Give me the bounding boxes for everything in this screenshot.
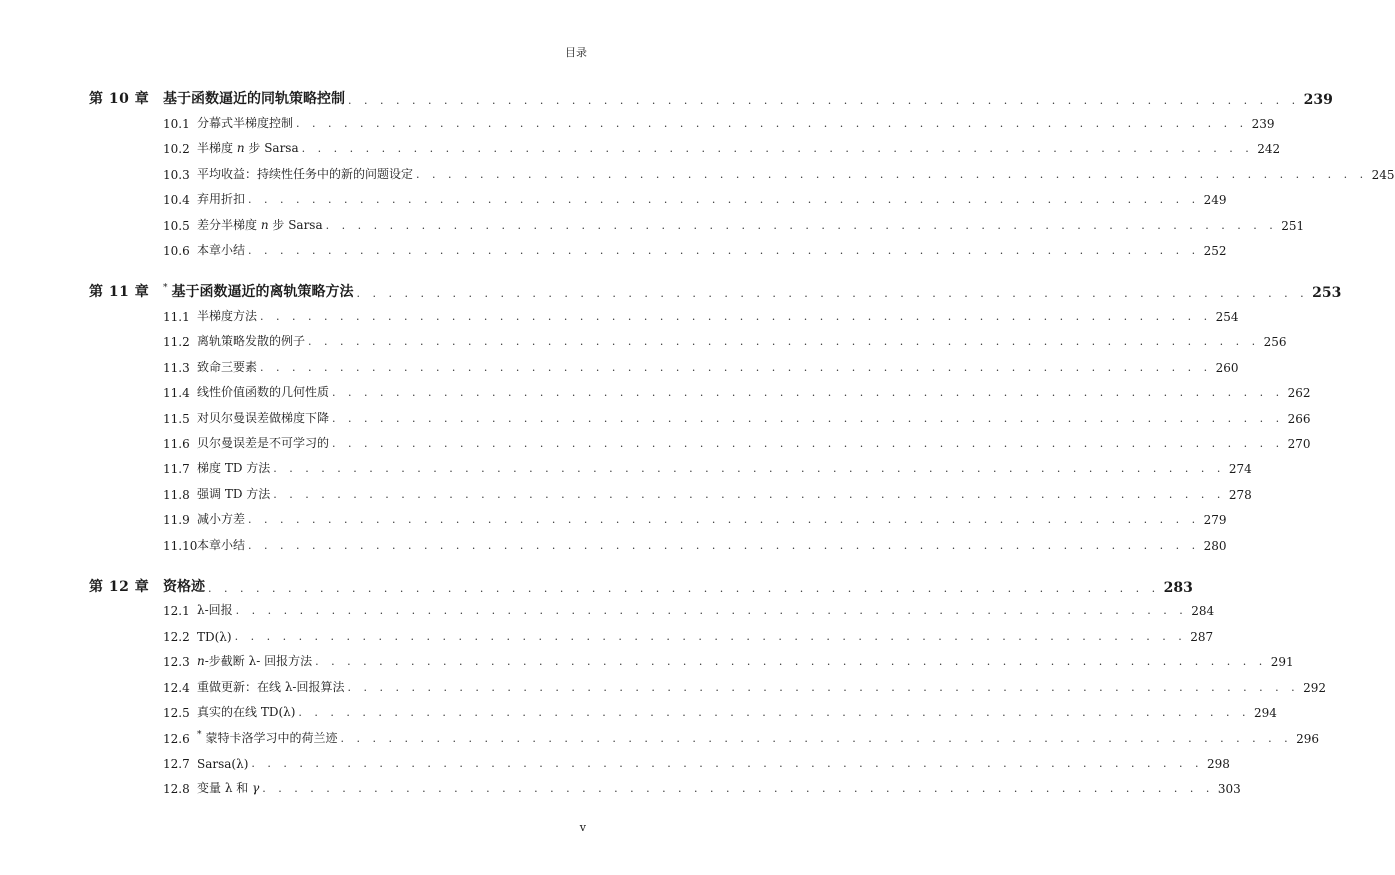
- section-number: 10.5: [163, 219, 190, 233]
- dot-leader: . . . . . . . . . . . . . . . . . . . . . . . . . . . . . . . . . . . . . . . . . . . . . . . . . . . . . . . . . . . .: [296, 117, 1248, 130]
- section-title: 线性价值函数的几何性质: [197, 385, 330, 399]
- section-number: 12.1: [163, 604, 190, 618]
- section-page: 252: [1203, 244, 1227, 258]
- section-title: 分幕式半梯度控制: [197, 116, 294, 130]
- section-title: 本章小结: [197, 243, 246, 257]
- dot-leader: . . . . . . . . . . . . . . . . . . . . . . . . . . . . . . . . . . . . . . . . . . . . . . . . . . . . . . . . . . . .: [248, 244, 1200, 257]
- section-page: 280: [1203, 539, 1227, 553]
- toc-section[interactable]: [163, 164, 1395, 182]
- dot-leader: . . . . . . . . . . . . . . . . . . . . . . . . . . . . . . . . . . . . . . . . . . . . . . . . . . . . . . . . . . . .: [348, 94, 1300, 107]
- chapter-page: 239: [1303, 92, 1333, 108]
- section-page: 303: [1217, 782, 1241, 796]
- chapter-number: 第 12 章: [89, 579, 150, 595]
- section-page: 279: [1203, 513, 1227, 527]
- toc-section[interactable]: [163, 458, 1252, 476]
- chapter-page: 283: [1163, 580, 1193, 596]
- toc-section[interactable]: [163, 331, 1287, 349]
- toc-section[interactable]: [163, 702, 1277, 720]
- toc-section[interactable]: [163, 778, 1241, 796]
- section-page: 294: [1254, 706, 1277, 720]
- dot-leader: . . . . . . . . . . . . . . . . . . . . . . . . . . . . . . . . . . . . . . . . . . . . . . . . . . . . . . . . . . . .: [248, 193, 1200, 206]
- section-title: 梯度 TD 方法: [197, 461, 271, 475]
- section-title: 半梯度方法: [197, 309, 258, 323]
- dot-leader: . . . . . . . . . . . . . . . . . . . . . . . . . . . . . . . . . . . . . . . . . . . . . . . . . . . . . . . . . . . .: [234, 630, 1187, 643]
- dot-leader: . . . . . . . . . . . . . . . . . . . . . . . . . . . . . . . . . . . . . . . . . . . . . . . . . . . . . . . . . . . .: [248, 539, 1200, 552]
- dot-leader: . . . . . . . . . . . . . . . . . . . . . . . . . . . . . . . . . . . . . . . . . . . . . . . . . . . . . . . . . . . .: [347, 681, 1300, 694]
- section-title: 重做更新：在线 λ-回报算法: [197, 680, 345, 694]
- section-number: 11.1: [163, 310, 190, 324]
- optional-star: *: [197, 730, 202, 740]
- section-title: 半梯度 n 步 Sarsa: [197, 141, 299, 155]
- dot-leader: . . . . . . . . . . . . . . . . . . . . . . . . . . . . . . . . . . . . . . . . . . . . . . . . . . . . . . . . . . . .: [298, 706, 1251, 719]
- dot-leader: . . . . . . . . . . . . . . . . . . . . . . . . . . . . . . . . . . . . . . . . . . . . . . . . . . . . . . . . . . . .: [262, 782, 1214, 795]
- section-page: 292: [1303, 681, 1326, 695]
- dot-leader: . . . . . . . . . . . . . . . . . . . . . . . . . . . . . . . . . . . . . . . . . . . . . . . . . . . . . . . . . . . .: [416, 168, 1368, 181]
- toc-chapter-11[interactable]: [89, 279, 1342, 301]
- section-number: 10.6: [163, 244, 190, 258]
- section-number: 11.5: [163, 412, 190, 426]
- toc-section[interactable]: [163, 138, 1281, 156]
- toc-section[interactable]: [163, 509, 1227, 527]
- section-title: 差分半梯度 n 步 Sarsa: [197, 218, 323, 232]
- dot-leader: . . . . . . . . . . . . . . . . . . . . . . . . . . . . . . . . . . . . . . . . . . . . . . . . . . . . . . . . . . . .: [325, 219, 1278, 232]
- section-title: 对贝尔曼误差做梯度下降: [197, 411, 330, 425]
- section-title: TD(λ): [197, 630, 232, 644]
- section-page: 274: [1228, 462, 1252, 476]
- section-title: 变量 λ 和 γ: [197, 781, 260, 795]
- dot-leader: . . . . . . . . . . . . . . . . . . . . . . . . . . . . . . . . . . . . . . . . . . . . . . . . . . . . . . . . . . . .: [308, 335, 1260, 348]
- section-number: 10.2: [163, 142, 190, 156]
- section-number: 11.8: [163, 488, 190, 502]
- section-title: Sarsa(λ): [197, 757, 249, 771]
- dot-leader: . . . . . . . . . . . . . . . . . . . . . . . . . . . . . . . . . . . . . . . . . . . . . . . . . . . . . . . . . . . .: [273, 488, 1225, 501]
- section-number: 11.4: [163, 386, 190, 400]
- toc-section[interactable]: [163, 382, 1311, 400]
- section-number: 11.10: [163, 539, 198, 553]
- section-page: 278: [1228, 488, 1252, 502]
- running-header: 目录: [565, 46, 587, 59]
- chapter-number: 第 11 章: [89, 284, 150, 300]
- dot-leader: . . . . . . . . . . . . . . . . . . . . . . . . . . . . . . . . . . . . . . . . . . . . . . . . . . . . . . . . . . . .: [301, 142, 1254, 155]
- section-number: 11.6: [163, 437, 190, 451]
- section-page: 291: [1270, 655, 1294, 669]
- toc-section[interactable]: [163, 535, 1227, 553]
- toc-section[interactable]: [163, 433, 1311, 451]
- toc-section[interactable]: [163, 677, 1326, 695]
- section-title: 弃用折扣: [197, 192, 246, 206]
- section-title: 强调 TD 方法: [197, 487, 271, 501]
- section-number: 12.5: [163, 706, 190, 720]
- toc-section[interactable]: [163, 408, 1311, 426]
- section-page: 284: [1191, 604, 1215, 618]
- section-number: 10.1: [163, 117, 190, 131]
- section-page: 249: [1203, 193, 1227, 207]
- section-page: 266: [1287, 412, 1311, 426]
- section-page: 254: [1215, 310, 1239, 324]
- section-title: 本章小结: [197, 538, 246, 552]
- section-page: 245: [1371, 168, 1395, 182]
- section-page: 270: [1287, 437, 1311, 451]
- section-title: λ-回报: [197, 603, 233, 617]
- chapter-page: 253: [1312, 285, 1342, 301]
- page-number-footer: v: [579, 821, 586, 834]
- toc-section[interactable]: [163, 189, 1227, 207]
- section-number: 12.8: [163, 782, 190, 796]
- dot-leader: . . . . . . . . . . . . . . . . . . . . . . . . . . . . . . . . . . . . . . . . . . . . . . . . . . . . . . . . . . . .: [248, 513, 1200, 526]
- dot-leader: . . . . . . . . . . . . . . . . . . . . . . . . . . . . . . . . . . . . . . . . . . . . . . . . . . . . . . . . . . . .: [235, 604, 1188, 617]
- section-number: 12.6: [163, 732, 190, 746]
- section-title: 致命三要素: [197, 360, 258, 374]
- section-number: 11.7: [163, 462, 190, 476]
- section-page: 296: [1296, 732, 1320, 746]
- section-page: 251: [1281, 219, 1305, 233]
- section-title: * 蒙特卡洛学习中的荷兰迹: [197, 730, 338, 745]
- section-number: 11.3: [163, 361, 190, 375]
- section-title: 平均收益：持续性任务中的新的问题设定: [197, 167, 414, 181]
- dot-leader: . . . . . . . . . . . . . . . . . . . . . . . . . . . . . . . . . . . . . . . . . . . . . . . . . . . . . . . . . . . .: [208, 582, 1160, 595]
- chapter-title: 资格迹: [163, 579, 205, 595]
- toc-section[interactable]: [163, 357, 1239, 375]
- toc-section[interactable]: [163, 306, 1239, 324]
- dot-leader: . . . . . . . . . . . . . . . . . . . . . . . . . . . . . . . . . . . . . . . . . . . . . . . . . . . . . . . . . . . .: [340, 732, 1293, 745]
- section-title: 贝尔曼误差是不可学习的: [197, 436, 330, 450]
- section-title: 离轨策略发散的例子: [197, 334, 306, 348]
- section-page: 298: [1207, 757, 1230, 771]
- section-page: 242: [1257, 142, 1281, 156]
- toc-section[interactable]: [163, 113, 1275, 131]
- section-number: 11.9: [163, 513, 190, 527]
- section-title: n-步截断 λ- 回报方法: [197, 654, 313, 668]
- chapter-number: 第 10 章: [89, 91, 150, 107]
- dot-leader: . . . . . . . . . . . . . . . . . . . . . . . . . . . . . . . . . . . . . . . . . . . . . . . . . . . . . . . . . . . .: [332, 412, 1284, 425]
- dot-leader: . . . . . . . . . . . . . . . . . . . . . . . . . . . . . . . . . . . . . . . . . . . . . . . . . . . . . . . . . . . .: [273, 462, 1225, 475]
- dot-leader: . . . . . . . . . . . . . . . . . . . . . . . . . . . . . . . . . . . . . . . . . . . . . . . . . . . . . . . . . . . .: [260, 310, 1212, 323]
- toc-section[interactable]: [163, 728, 1320, 746]
- section-title: 真实的在线 TD(λ): [197, 705, 296, 719]
- dot-leader: . . . . . . . . . . . . . . . . . . . . . . . . . . . . . . . . . . . . . . . . . . . . . . . . . . . . . . . . . . . .: [332, 437, 1284, 450]
- dot-leader: . . . . . . . . . . . . . . . . . . . . . . . . . . . . . . . . . . . . . . . . . . . . . . . . . . . . . . . . . . . .: [332, 386, 1284, 399]
- chapter-title: * 基于函数逼近的离轨策略方法: [163, 283, 354, 300]
- optional-star: *: [163, 283, 168, 294]
- toc-chapter-10[interactable]: [89, 86, 1333, 108]
- section-number: 12.4: [163, 681, 190, 695]
- section-number: 10.4: [163, 193, 190, 207]
- section-page: 256: [1263, 335, 1287, 349]
- toc-chapter-12[interactable]: [89, 574, 1193, 596]
- section-number: 12.3: [163, 655, 190, 669]
- toc-section[interactable]: [163, 600, 1215, 618]
- section-number: 12.2: [163, 630, 190, 644]
- dot-leader: . . . . . . . . . . . . . . . . . . . . . . . . . . . . . . . . . . . . . . . . . . . . . . . . . . . . . . . . . . . .: [315, 655, 1267, 668]
- toc-section[interactable]: [163, 753, 1230, 771]
- dot-leader: . . . . . . . . . . . . . . . . . . . . . . . . . . . . . . . . . . . . . . . . . . . . . . . . . . . . . . . . . . . .: [356, 287, 1309, 300]
- section-page: 262: [1287, 386, 1311, 400]
- section-number: 12.7: [163, 757, 190, 771]
- dot-leader: . . . . . . . . . . . . . . . . . . . . . . . . . . . . . . . . . . . . . . . . . . . . . . . . . . . . . . . . . . . .: [251, 757, 1203, 770]
- chapter-title: 基于函数逼近的同轨策略控制: [163, 91, 345, 107]
- section-number: 11.2: [163, 335, 190, 349]
- section-number: 10.3: [163, 168, 190, 182]
- section-title: 减小方差: [197, 512, 246, 526]
- toc-section[interactable]: [163, 651, 1294, 669]
- toc-section[interactable]: [163, 484, 1252, 502]
- section-page: 239: [1251, 117, 1275, 131]
- section-page: 287: [1190, 630, 1214, 644]
- dot-leader: . . . . . . . . . . . . . . . . . . . . . . . . . . . . . . . . . . . . . . . . . . . . . . . . . . . . . . . . . . . .: [260, 361, 1212, 374]
- section-page: 260: [1215, 361, 1239, 375]
- toc-section[interactable]: [163, 240, 1227, 258]
- toc-section[interactable]: [163, 626, 1214, 644]
- toc-section[interactable]: [163, 215, 1305, 233]
